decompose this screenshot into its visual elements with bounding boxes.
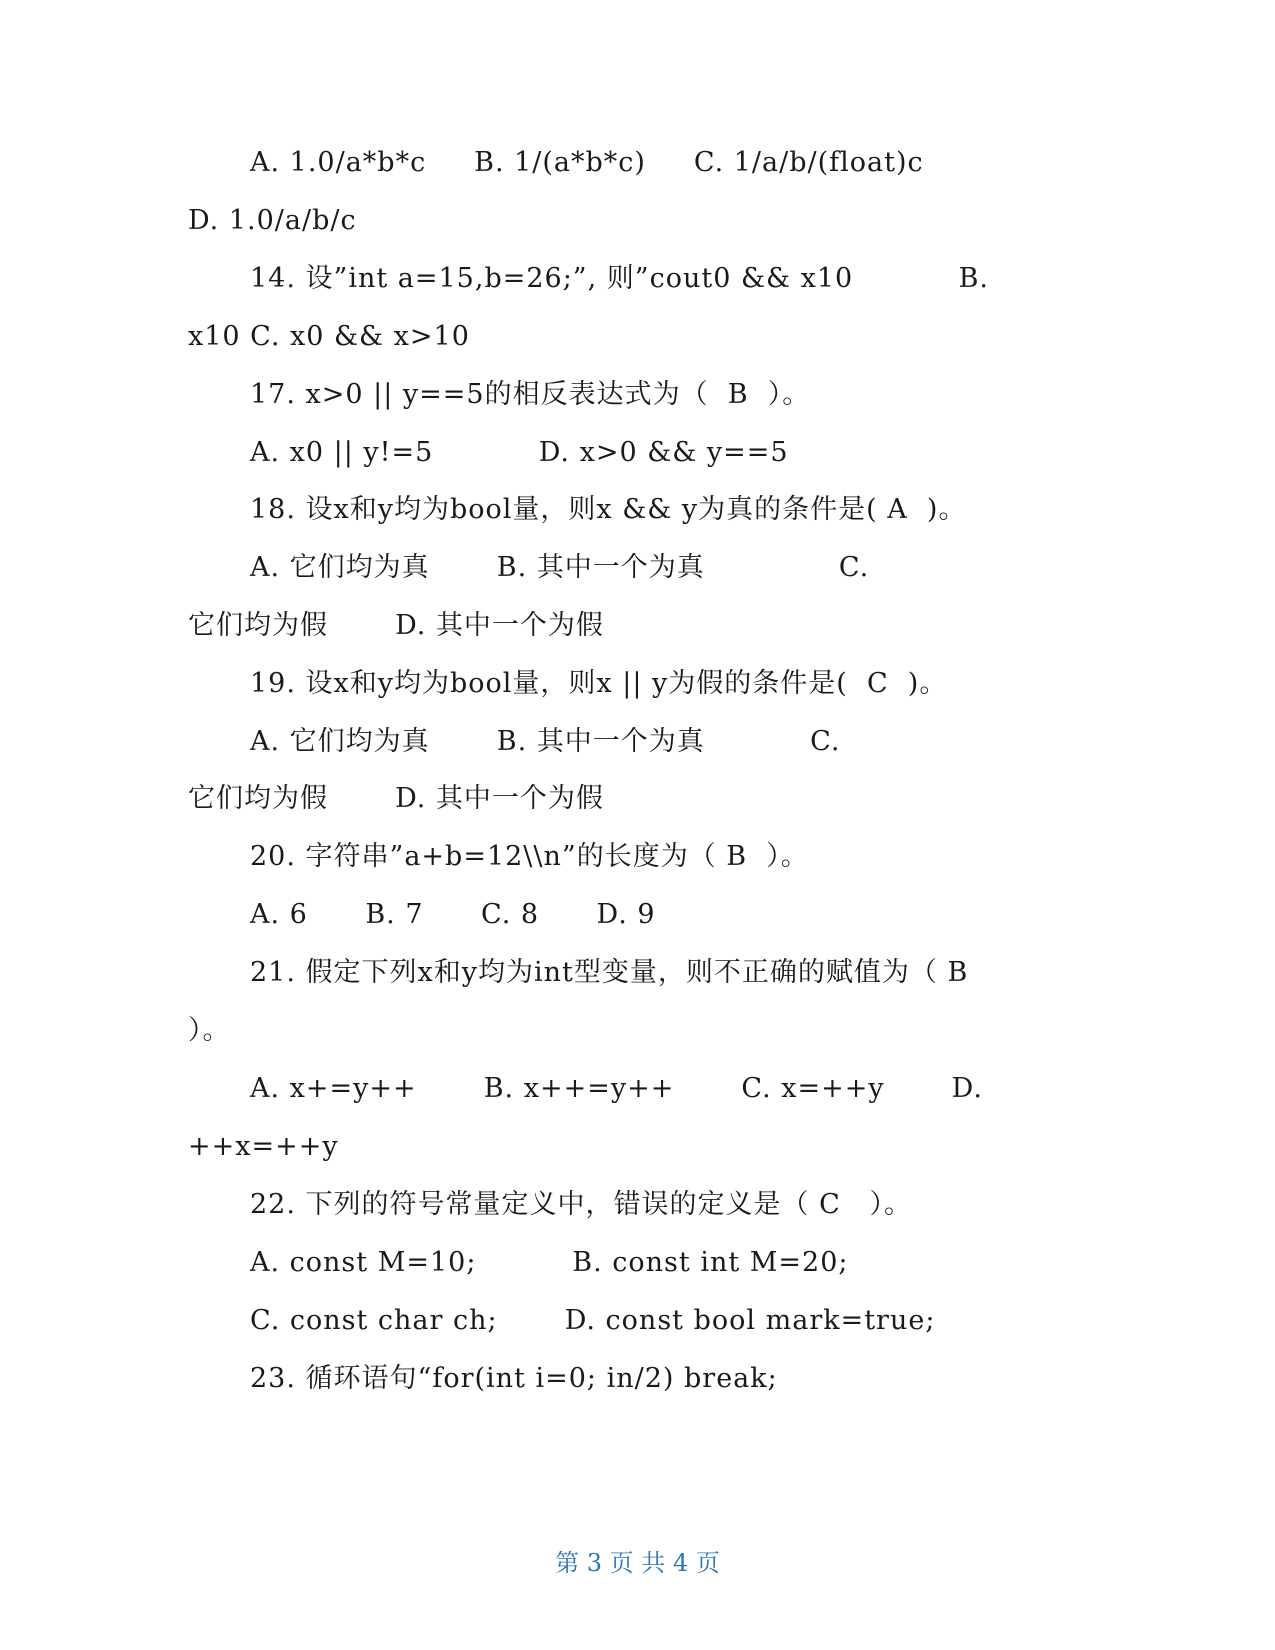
q14-options: x10 C. x0 && x>10 <box>188 321 470 352</box>
q14-question: 14. 设”int a=15,b=26;”, 则”cout0 && x10 B. <box>250 263 990 294</box>
q21-options: A. x+=y++ B. x++=y++ C. x=++y D. <box>250 1073 983 1104</box>
q18-options: A. 它们均为真 B. 其中一个为真 C. <box>250 552 870 583</box>
q22-options-cd: C. const char ch; D. const bool mark=true; <box>250 1305 936 1336</box>
q19-question: 19. 设x和y均为bool量，则x || y为假的条件是( C )。 <box>250 668 948 699</box>
q19-options-cont: 它们均为假 D. 其中一个为假 <box>188 783 604 814</box>
q23-question: 23. 循环语句“for(int i=0; in/2) break; <box>250 1363 778 1394</box>
q17-options: A. x0 || y!=5 D. x>0 && y==5 <box>250 437 789 468</box>
q21-option-d: ++x=++y <box>188 1131 339 1162</box>
q13-option-d: D. 1.0/a/b/c <box>188 205 357 236</box>
q20-options: A. 6 B. 7 C. 8 D. 9 <box>250 899 656 930</box>
q18-options-cont: 它们均为假 D. 其中一个为假 <box>188 610 604 641</box>
q20-question: 20. 字符串”a+b=12\\n”的长度为（ B ）。 <box>250 841 809 872</box>
page-footer: 第 3 页 共 4 页 <box>555 1549 720 1577</box>
q18-question: 18. 设x和y均为bool量，则x && y为真的条件是( A )。 <box>250 494 967 525</box>
q13-options-line: A. 1.0/a*b*c B. 1/(a*b*c) C. 1/a/b/(float)c <box>250 147 924 178</box>
q19-options: A. 它们均为真 B. 其中一个为真 C. <box>250 726 841 757</box>
q22-question: 22. 下列的符号常量定义中，错误的定义是（ C ）。 <box>250 1189 913 1220</box>
q22-options-ab: A. const M=10; B. const int M=20; <box>250 1247 849 1278</box>
q21-question: 21. 假定下列x和y均为int型变量，则不正确的赋值为（ B <box>250 957 969 988</box>
q17-question: 17. x>0 || y==5的相反表达式为（ B ）。 <box>250 379 811 410</box>
q21-question-cont: ）。 <box>188 1015 231 1046</box>
